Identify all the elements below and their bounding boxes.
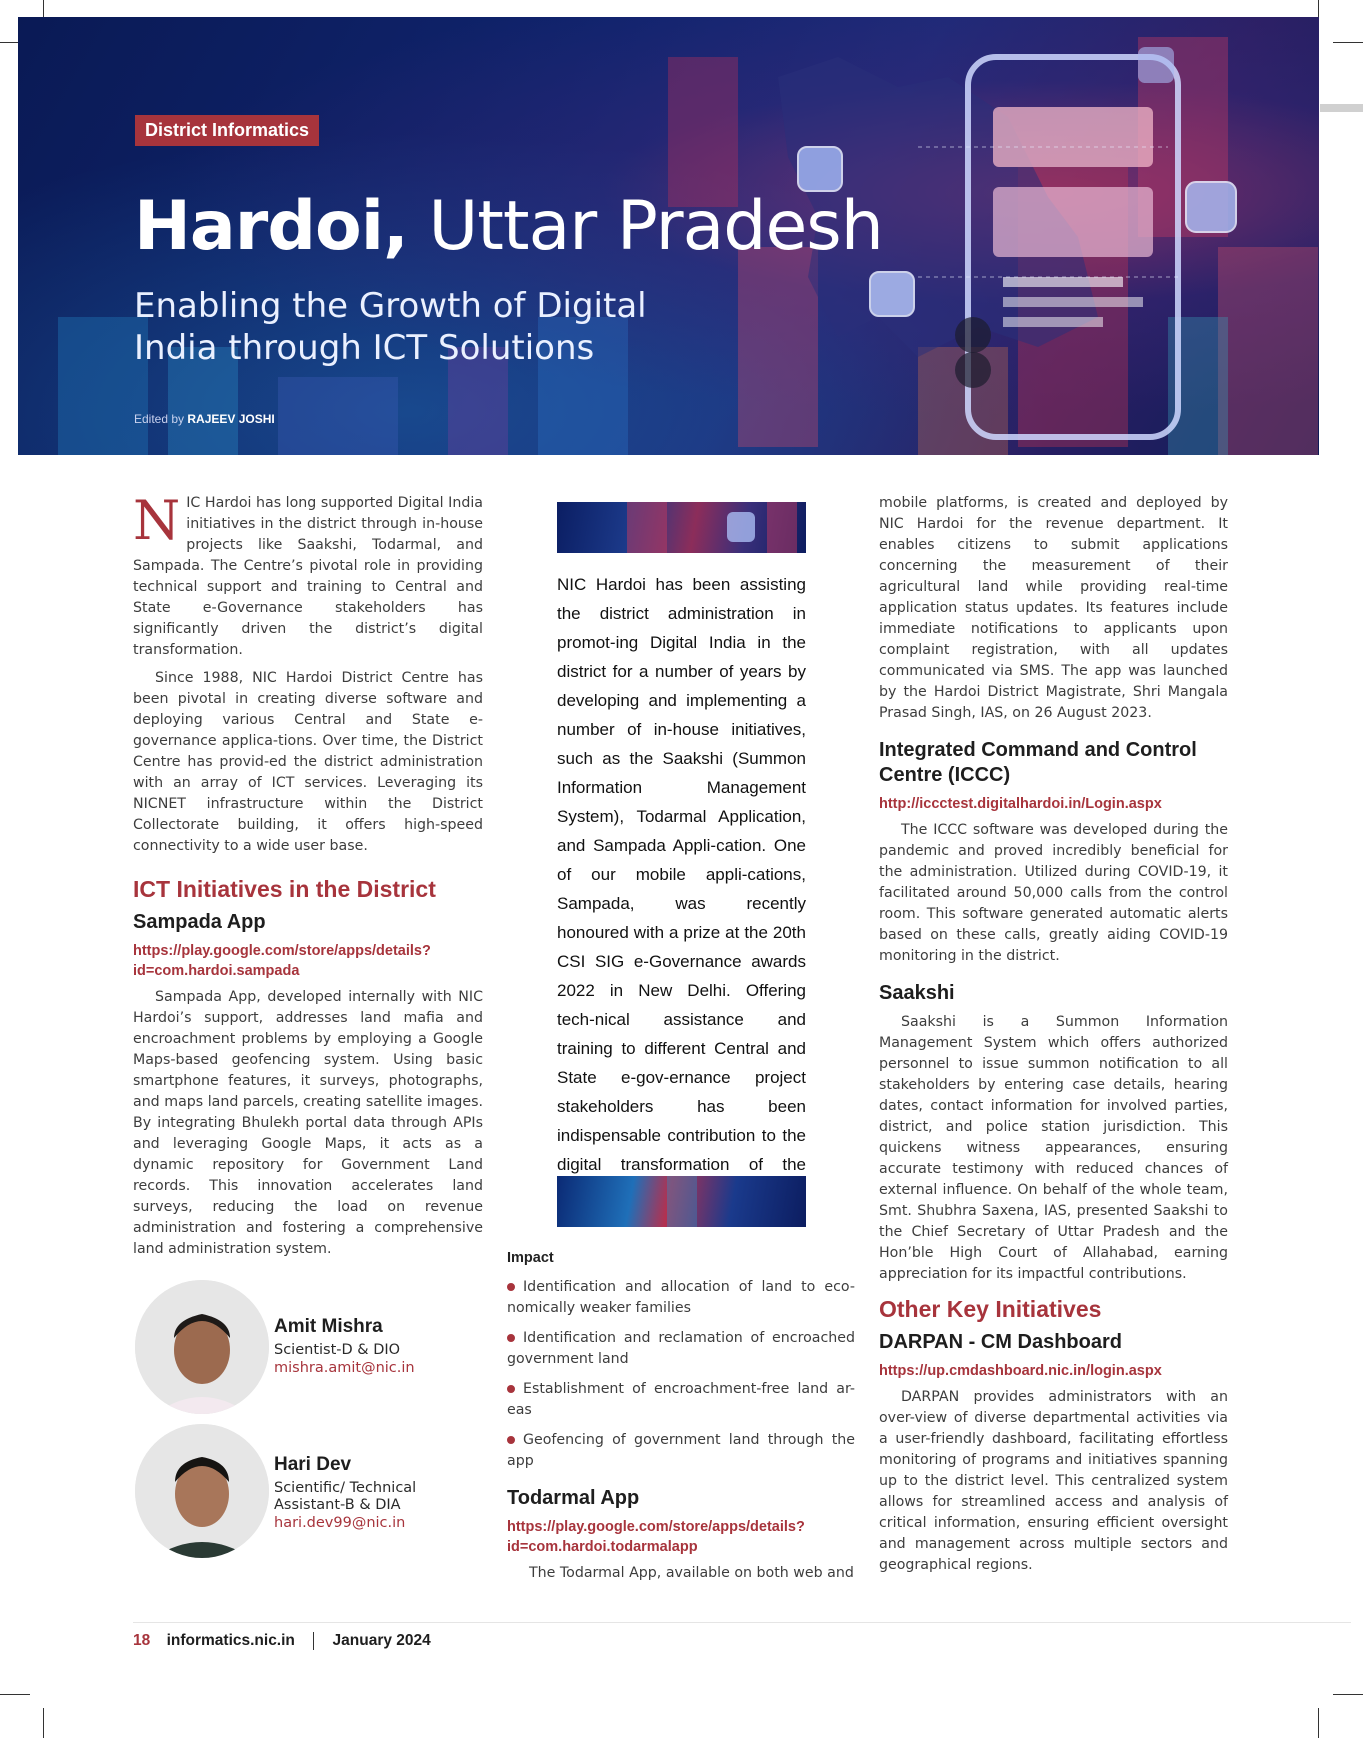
list-item-text: Identification and allocation of land to eco-nomically weaker families (507, 1279, 855, 1316)
subheading-saakshi: Saakshi (879, 982, 955, 1004)
crop-mark (1333, 42, 1363, 43)
column-middle (507, 1248, 855, 1584)
author-role-line: Assistant-B & DIA (274, 1497, 401, 1513)
credit-prefix: Edited by (134, 412, 185, 426)
pull-quote: NIC Hardoi has been assisting the district administration in promot-ing Digital India in the district for a number of years by developing and implementing a number of in-house initiatives, such as the Saakshi (Summon Information Management System), Todarmal Application, and Sampada Appli-cation. One of our mobile appli-cations, Sampada, was recently honoured with a prize at the 20th CSI SIG e-Governance awards 2022 in New Delhi. Offering tech-nical assistance and training to different Central and State e-gov-ernance project stakeholders has been indispensable contribution to the digital transformation of the (557, 575, 806, 1174)
hero-banner (18, 17, 1319, 455)
list-item-text: Identification and reclamation of encroached government land (507, 1330, 855, 1367)
author-photo-amit (135, 1280, 269, 1414)
bullet-icon (507, 1283, 515, 1291)
list-item (507, 1328, 855, 1370)
avatar (135, 1280, 269, 1414)
list-item (507, 1277, 855, 1319)
bullet-icon (507, 1436, 515, 1444)
section-heading: ICT Initiatives in the District (133, 876, 436, 902)
bullet-icon (507, 1385, 515, 1393)
footer-date: January 2024 (332, 1632, 431, 1650)
iccc-link[interactable]: http://iccctest.digitalhardoi.in/Login.aspx (879, 796, 1162, 812)
crop-mark (0, 1694, 30, 1695)
body-paragraph: Saakshi is a Summon Information Management System which offers authorized personnel to issue summon notification to all stakeholders by entering case details, hearing dates, contact information for involved parties, district, and police station jurisdiction. This quickens witness appearances, ensuring accurate testimony with reduced chances of external influence. On behalf of the whole team, Smt. Shubhra Saxena, IAS, presented Saakshi to the Chief Secretary of Uttar Pradesh and the Hon’ble High Court of Allahabad, earning appreciation for its impactful contributions. (879, 1014, 1228, 1282)
subtitle-line: Enabling the Growth of Digital (134, 286, 647, 326)
editor-credit (134, 412, 275, 426)
page-title (134, 187, 883, 266)
subheading-iccc: Integrated Command and Control Centre (ICCC) (879, 739, 1197, 786)
author-role-line: Scientific/ Technical (274, 1480, 417, 1496)
body-paragraph: The Todarmal App, available on both web and (529, 1565, 854, 1581)
column-left (133, 489, 483, 1260)
crop-mark (1318, 1708, 1319, 1738)
body-paragraph: The ICCC software was developed during the pandemic and proved incredibly beneficial for the administration. Utilized during COVID-19, it facilitated around 50,000 calls from the control room. This software generated automatic alerts based on these calls, greatly aiding COVID-19 monitoring in the district. (879, 822, 1228, 964)
intro-paragraph (133, 489, 483, 661)
impact-label: Impact (507, 1250, 554, 1266)
body-paragraph: Sampada App, developed internally with NIC Hardoi’s support, addresses land mafia and encroachment problems by employing a Google Maps-based geofencing system. Using basic smartphone features, it surveys, photographs, and maps land parcels, creating satellite images. By integrating Bhulekh portal data through APIs and leveraging Google Maps, it acts as a dynamic repository for Government Land records. This innovation accelerates land surveys, reducing the load on revenue administration and fostering a comprehensive land administration system. (133, 989, 483, 1257)
page-footer (133, 1632, 431, 1650)
todarmal-link[interactable]: https://play.google.com/store/apps/details?id=com.hardoi.todarmalapp (507, 1519, 805, 1555)
subheading-todarmal: Todarmal App (507, 1487, 640, 1509)
list-item-text: Geofencing of government land through the app (507, 1432, 855, 1469)
avatar (135, 1424, 269, 1558)
title-district: Hardoi, (134, 187, 408, 266)
footer-divider (313, 1632, 314, 1650)
crop-mark (43, 1708, 44, 1738)
section-tag: District Informatics (135, 115, 319, 146)
author-photo-hari (135, 1424, 269, 1558)
title-state: Uttar Pradesh (428, 187, 883, 266)
credit-name: RAJEEV JOSHI (187, 412, 275, 426)
decorative-image (557, 502, 806, 553)
intro-text: IC Hardoi has long supported Digital India initiatives in the district through in-house projects like Saakshi, Todarmal, and Sampada. The Centre’s pivotal role in providing technical support and training to Central and State e-Governance stakeholders has significantly driven the district’s digital transformation. (133, 495, 483, 658)
subheading-sampada: Sampada App (133, 911, 266, 933)
list-item-text: Establishment of encroachment-free land ar-eas (507, 1381, 855, 1418)
bullet-icon (507, 1334, 515, 1342)
column-right (879, 493, 1228, 1576)
darpan-link[interactable]: https://up.cmdashboard.nic.in/login.aspx (879, 1363, 1162, 1379)
list-item (507, 1430, 855, 1472)
edge-strip (1320, 104, 1363, 112)
page-number: 18 (133, 1632, 151, 1650)
footer-site[interactable]: informatics.nic.in (166, 1632, 295, 1650)
crop-mark (1333, 1694, 1363, 1695)
drop-cap: N (133, 489, 181, 552)
author-role: Scientist-D & DIO (274, 1342, 401, 1358)
footer-rule (133, 1622, 1351, 1623)
subtitle-line: India through ICT Solutions (134, 328, 595, 368)
author-name: Amit Mishra (274, 1316, 383, 1337)
body-paragraph: DARPAN provides administrators with an over-view of diverse departmental activities via a user-friendly dashboard, facilitating effortless monitoring of programs and initiatives spanning up to the district level. This centralized system allows for streamlined access and analysis of critical information, ensuring efficient oversight and management across multiple sectors and geographical regions. (879, 1389, 1228, 1573)
author-role (274, 1480, 416, 1514)
decorative-image (557, 1176, 806, 1227)
body-paragraph: mobile platforms, is created and deployed by NIC Hardoi for the revenue department. It enables citizens to submit applications concerning the measurement of their agricultural land while providing real-time application status updates. Its features include immediate notifications to applicants upon complaint registration, with all updates communicated via SMS. The app was launched by the Hardoi District Magistrate, Shri Mangala Prasad Singh, IAS, on 26 August 2023. (879, 495, 1228, 721)
page-subtitle (134, 285, 754, 369)
author-name: Hari Dev (274, 1454, 352, 1475)
sampada-link[interactable]: https://play.google.com/store/apps/details?id=com.hardoi.sampada (133, 943, 431, 979)
section-heading: Other Key Initiatives (879, 1296, 1102, 1322)
author-email[interactable]: hari.dev99@nic.in (274, 1515, 406, 1531)
body-paragraph: Since 1988, NIC Hardoi District Centre has been pivotal in creating diverse software and deploying various Central and State e-governance applica-tions. Over time, the District Centre has provid-ed the district administration with an array of ICT services. Leveraging its NICNET infrastructure within the District Collectorate building, it offers high-speed connectivity to a wide user base. (133, 670, 483, 854)
author-email[interactable]: mishra.amit@nic.in (274, 1360, 415, 1376)
list-item (507, 1379, 855, 1421)
subheading-darpan: DARPAN - CM Dashboard (879, 1331, 1122, 1353)
